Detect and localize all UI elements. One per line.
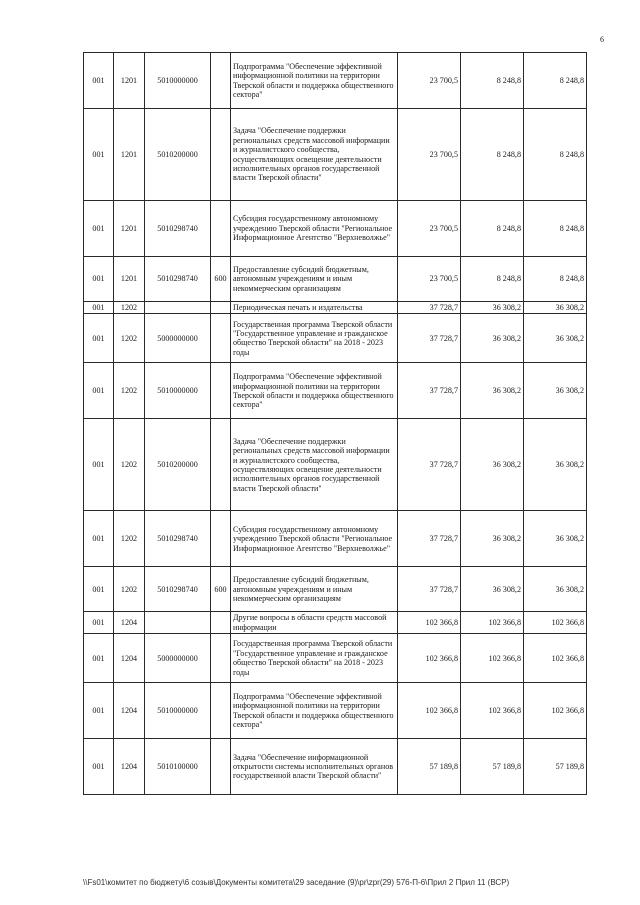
cell-target-article: 5000000000 <box>145 634 211 683</box>
cell-admin-code: 001 <box>84 739 114 795</box>
cell-amount-year-2: 8 248,8 <box>461 53 524 109</box>
cell-admin-code: 001 <box>84 612 114 634</box>
cell-description: Подпрограмма "Обеспечение эффективной информационной политики на территории Тверской области и поддержка общественного сектора" <box>231 363 398 419</box>
cell-amount-year-1: 37 728,7 <box>398 419 461 511</box>
cell-amount-year-2: 102 366,8 <box>461 634 524 683</box>
cell-amount-year-2: 8 248,8 <box>461 109 524 201</box>
cell-description: Предоставление субсидий бюджетным, автономным учреждениям и иным некоммерческим организациям <box>231 567 398 612</box>
cell-amount-year-2: 36 308,2 <box>461 314 524 363</box>
table-row <box>84 634 587 683</box>
cell-admin-code: 001 <box>84 302 114 314</box>
cell-expense-type <box>211 511 231 567</box>
cell-amount-year-3: 36 308,2 <box>524 567 587 612</box>
cell-section-code: 1201 <box>114 109 145 201</box>
cell-expense-type <box>211 612 231 634</box>
cell-section-code: 1202 <box>114 511 145 567</box>
cell-amount-year-2: 36 308,2 <box>461 419 524 511</box>
cell-target-article: 5010298740 <box>145 567 211 612</box>
cell-description: Государственная программа Тверской области "Государственное управление и гражданское общество Тверской области" на 2018 - 2023 годы <box>231 314 398 363</box>
table-row <box>84 739 587 795</box>
cell-admin-code: 001 <box>84 683 114 739</box>
cell-amount-year-3: 57 189,8 <box>524 739 587 795</box>
cell-amount-year-1: 102 366,8 <box>398 612 461 634</box>
cell-expense-type <box>211 302 231 314</box>
cell-admin-code: 001 <box>84 53 114 109</box>
cell-expense-type <box>211 683 231 739</box>
cell-description: Предоставление субсидий бюджетным, автономным учреждениям и иным некоммерческим организациям <box>231 257 398 302</box>
cell-amount-year-2: 36 308,2 <box>461 363 524 419</box>
cell-amount-year-2: 102 366,8 <box>461 683 524 739</box>
cell-amount-year-3: 102 366,8 <box>524 683 587 739</box>
cell-amount-year-3: 36 308,2 <box>524 419 587 511</box>
cell-target-article: 5010000000 <box>145 53 211 109</box>
cell-amount-year-1: 102 366,8 <box>398 634 461 683</box>
cell-amount-year-3: 8 248,8 <box>524 201 587 257</box>
cell-target-article <box>145 302 211 314</box>
cell-target-article: 5010000000 <box>145 363 211 419</box>
cell-section-code: 1204 <box>114 683 145 739</box>
cell-section-code: 1201 <box>114 201 145 257</box>
cell-amount-year-3: 8 248,8 <box>524 53 587 109</box>
cell-amount-year-1: 37 728,7 <box>398 511 461 567</box>
table-row <box>84 419 587 511</box>
cell-target-article: 5010000000 <box>145 683 211 739</box>
table-row <box>84 109 587 201</box>
table-row <box>84 302 587 314</box>
budget-table <box>83 52 587 795</box>
cell-amount-year-2: 36 308,2 <box>461 511 524 567</box>
cell-expense-type <box>211 634 231 683</box>
cell-expense-type: 600 <box>211 257 231 302</box>
cell-target-article: 5010298740 <box>145 257 211 302</box>
cell-target-article: 5010200000 <box>145 109 211 201</box>
cell-amount-year-3: 36 308,2 <box>524 511 587 567</box>
cell-amount-year-1: 23 700,5 <box>398 201 461 257</box>
cell-target-article: 5010200000 <box>145 419 211 511</box>
cell-description: Подпрограмма "Обеспечение эффективной информационной политики на территории Тверской области и поддержка общественного сектора" <box>231 683 398 739</box>
cell-amount-year-3: 36 308,2 <box>524 314 587 363</box>
cell-amount-year-1: 37 728,7 <box>398 314 461 363</box>
table-row <box>84 314 587 363</box>
cell-admin-code: 001 <box>84 201 114 257</box>
cell-section-code: 1204 <box>114 634 145 683</box>
cell-amount-year-1: 23 700,5 <box>398 109 461 201</box>
cell-admin-code: 001 <box>84 419 114 511</box>
cell-target-article: 5000000000 <box>145 314 211 363</box>
table-row <box>84 567 587 612</box>
cell-admin-code: 001 <box>84 567 114 612</box>
cell-amount-year-2: 57 189,8 <box>461 739 524 795</box>
cell-description: Задача "Обеспечение поддержки региональных средств массовой информации и журналистского сообщества, осуществляющих освещение деятельности исполнительных органов государственной власти Тверской области" <box>231 419 398 511</box>
cell-expense-type <box>211 201 231 257</box>
cell-description: Периодическая печать и издательства <box>231 302 398 314</box>
cell-amount-year-3: 8 248,8 <box>524 109 587 201</box>
cell-amount-year-1: 37 728,7 <box>398 567 461 612</box>
cell-amount-year-1: 37 728,7 <box>398 363 461 419</box>
cell-expense-type: 600 <box>211 567 231 612</box>
cell-amount-year-3: 102 366,8 <box>524 612 587 634</box>
page-number: 6 <box>600 35 604 44</box>
cell-description: Субсидия государственному автономному учреждению Тверской области "Региональное Информационное Агентство "Верхневолжье" <box>231 511 398 567</box>
cell-expense-type <box>211 53 231 109</box>
cell-amount-year-3: 36 308,2 <box>524 363 587 419</box>
cell-section-code: 1204 <box>114 612 145 634</box>
table-row <box>84 612 587 634</box>
cell-description: Подпрограмма "Обеспечение эффективной информационной политики на территории Тверской области и поддержка общественного сектора" <box>231 53 398 109</box>
table-row <box>84 53 587 109</box>
cell-description: Задача "Обеспечение информационной открытости системы исполнительных органов государственной власти Тверской области" <box>231 739 398 795</box>
cell-expense-type <box>211 314 231 363</box>
cell-description: Другие вопросы в области средств массовой информации <box>231 612 398 634</box>
footer-file-path: \\Fs01\комитет по бюджету\6 созыв\Документы комитета\29 заседание (9)\pr\zpr(29) 576-П-6\Прил 2 Прил 11 (ВСР) <box>83 878 510 887</box>
cell-amount-year-1: 23 700,5 <box>398 53 461 109</box>
cell-amount-year-2: 36 308,2 <box>461 302 524 314</box>
table-row <box>84 683 587 739</box>
cell-expense-type <box>211 739 231 795</box>
cell-expense-type <box>211 419 231 511</box>
cell-amount-year-1: 37 728,7 <box>398 302 461 314</box>
table-row <box>84 363 587 419</box>
cell-amount-year-1: 57 189,8 <box>398 739 461 795</box>
cell-admin-code: 001 <box>84 314 114 363</box>
cell-expense-type <box>211 109 231 201</box>
table-body <box>84 53 587 795</box>
cell-amount-year-3: 8 248,8 <box>524 257 587 302</box>
cell-description: Задача "Обеспечение поддержки региональных средств массовой информации и журналистского сообщества, осуществляющих освещение деятельности исполнительных органов государственной власти Тверской области" <box>231 109 398 201</box>
cell-section-code: 1202 <box>114 567 145 612</box>
cell-section-code: 1202 <box>114 302 145 314</box>
cell-admin-code: 001 <box>84 109 114 201</box>
cell-admin-code: 001 <box>84 363 114 419</box>
cell-section-code: 1202 <box>114 419 145 511</box>
cell-section-code: 1202 <box>114 363 145 419</box>
cell-amount-year-2: 102 366,8 <box>461 612 524 634</box>
cell-target-article: 5010298740 <box>145 201 211 257</box>
cell-section-code: 1202 <box>114 314 145 363</box>
cell-target-article: 5010100000 <box>145 739 211 795</box>
cell-section-code: 1204 <box>114 739 145 795</box>
table-row <box>84 257 587 302</box>
cell-amount-year-2: 36 308,2 <box>461 567 524 612</box>
cell-amount-year-1: 23 700,5 <box>398 257 461 302</box>
table-row <box>84 511 587 567</box>
cell-target-article <box>145 612 211 634</box>
cell-target-article: 5010298740 <box>145 511 211 567</box>
cell-amount-year-1: 102 366,8 <box>398 683 461 739</box>
cell-section-code: 1201 <box>114 53 145 109</box>
table-row <box>84 201 587 257</box>
cell-expense-type <box>211 363 231 419</box>
cell-admin-code: 001 <box>84 257 114 302</box>
cell-section-code: 1201 <box>114 257 145 302</box>
cell-amount-year-2: 8 248,8 <box>461 201 524 257</box>
cell-amount-year-3: 102 366,8 <box>524 634 587 683</box>
cell-amount-year-3: 36 308,2 <box>524 302 587 314</box>
cell-description: Государственная программа Тверской области "Государственное управление и гражданское общество Тверской области" на 2018 - 2023 годы <box>231 634 398 683</box>
cell-admin-code: 001 <box>84 511 114 567</box>
cell-admin-code: 001 <box>84 634 114 683</box>
cell-amount-year-2: 8 248,8 <box>461 257 524 302</box>
cell-description: Субсидия государственному автономному учреждению Тверской области "Региональное Информационное Агентство "Верхневолжье" <box>231 201 398 257</box>
